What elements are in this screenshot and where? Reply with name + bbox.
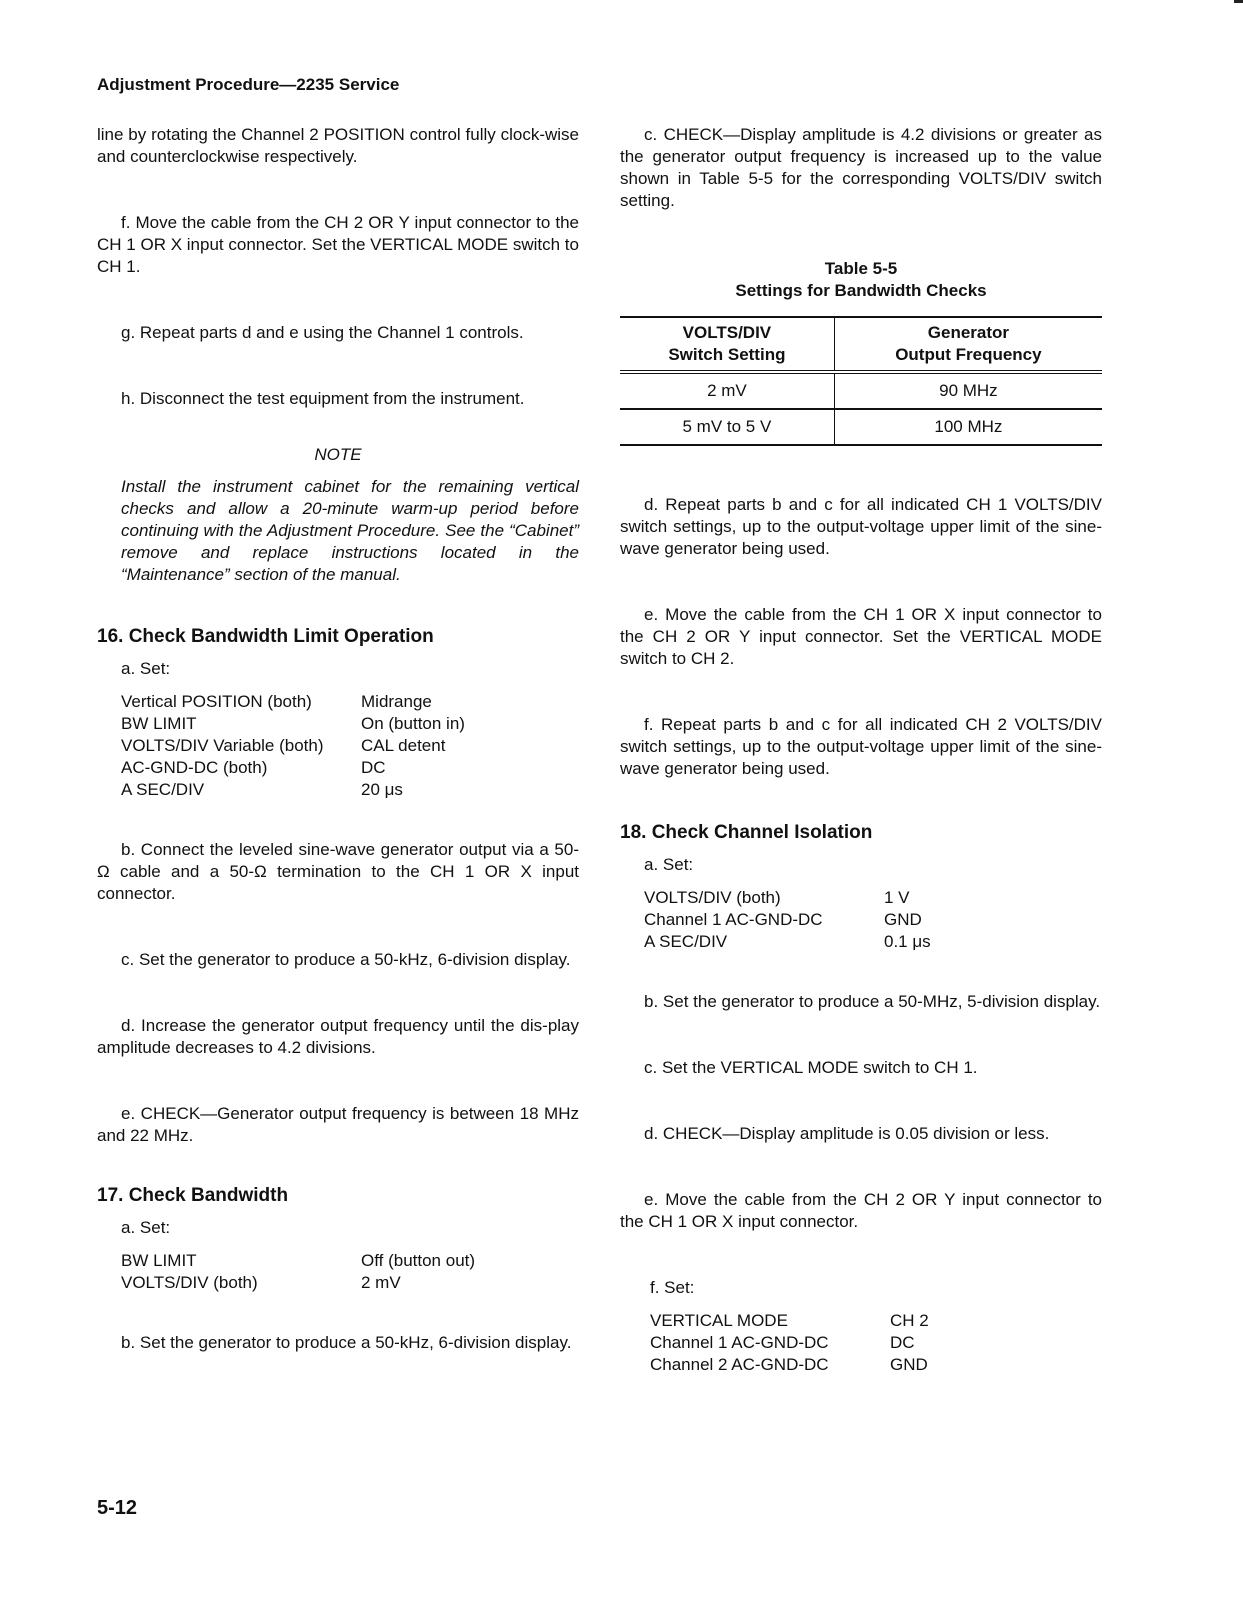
table-cell: 90 MHz	[834, 372, 1102, 409]
setting-value: GND	[884, 910, 922, 929]
setting-name: A SEC/DIV	[644, 932, 728, 951]
section-16-step-c: c. Set the generator to produce a 50-kHz, 6-division display.	[121, 950, 571, 969]
setting-name: A SEC/DIV	[121, 780, 205, 799]
section-16-step-d: d. Increase the generator output frequency until the dis-play amplitude decreases to 4.2 divisions.	[97, 1016, 579, 1057]
section-18-step-d: d. CHECK—Display amplitude is 0.05 division or less.	[644, 1124, 1050, 1143]
setting-value: 20 μs	[361, 780, 403, 799]
setting-value: DC	[361, 758, 386, 777]
step-f-move-cable: f. Move the cable from the CH 2 OR Y input connector to the CH 1 OR X input connector. Set the VERTICAL MODE switch to CH 1.	[97, 213, 579, 276]
table-row	[620, 372, 1102, 409]
page-number: 5-12	[97, 1497, 138, 1519]
table-header-row	[620, 317, 1102, 372]
header-line: Switch Setting	[668, 345, 786, 364]
step-g-repeat: g. Repeat parts d and e using the Channel 1 controls.	[121, 323, 524, 342]
note-title: NOTE	[314, 445, 362, 464]
step-h-disconnect: h. Disconnect the test equipment from the instrument.	[121, 389, 525, 408]
header-line: Generator	[927, 323, 1010, 342]
section-18-step-b: b. Set the generator to produce a 50-MHz, 5-division display.	[644, 992, 1101, 1011]
table-header-cell	[834, 317, 1102, 372]
setting-name: VOLTS/DIV (both)	[644, 888, 781, 907]
section-16-step-a: a. Set:	[121, 659, 171, 678]
section-18-heading: 18. Check Channel Isolation	[620, 822, 873, 843]
section-17-step-e: e. Move the cable from the CH 1 OR X input connector to the CH 2 OR Y input connector. Set the VERTICAL MODE switch to CH 2.	[620, 605, 1102, 668]
table-cell: 2 mV	[620, 372, 834, 409]
note-body: Install the instrument cabinet for the remaining vertical checks and allow a 20-minute warm-up period before continuing with the Adjustment Procedure. See the “Cabinet” remove and replace instructions located in the “Maintenance” section of the manual.	[121, 477, 579, 584]
section-18-step-c: c. Set the VERTICAL MODE switch to CH 1.	[644, 1058, 978, 1077]
setting-name: BW LIMIT	[121, 1251, 197, 1270]
setting-value: Off (button out)	[361, 1251, 476, 1270]
setting-value: CAL detent	[361, 736, 446, 755]
section-17-settings	[121, 1250, 579, 1294]
continued-paragraph: line by rotating the Channel 2 POSITION control fully clock-wise and counterclockwise respectively.	[97, 125, 579, 166]
table-number: Table 5-5	[824, 259, 898, 278]
section-18-f-settings	[650, 1310, 1102, 1376]
setting-name: Channel 1 AC-GND-DC	[650, 1333, 829, 1352]
setting-name: Vertical POSITION (both)	[121, 692, 312, 711]
scan-corner-mark	[1234, 0, 1243, 3]
setting-value: 2 mV	[361, 1273, 401, 1292]
section-18-step-a: a. Set:	[644, 855, 694, 874]
left-column	[97, 124, 579, 1354]
header-line: Output Frequency	[895, 345, 1042, 364]
setting-value: CH 2	[890, 1311, 929, 1330]
section-18-step-e: e. Move the cable from the CH 2 OR Y input connector to the CH 1 OR X input connector.	[620, 1190, 1102, 1231]
table-cell: 5 mV to 5 V	[620, 409, 834, 445]
setting-name: AC-GND-DC (both)	[121, 758, 268, 777]
section-17-step-d: d. Repeat parts b and c for all indicated CH 1 VOLTS/DIV switch settings, up to the output-voltage upper limit of the sine-wave generator being used.	[620, 495, 1102, 558]
section-16-step-b: b. Connect the leveled sine-wave generator output via a 50-Ω cable and a 50-Ω termination to the CH 1 OR X input connector.	[97, 840, 579, 903]
table-header-cell	[620, 317, 834, 372]
setting-value: Midrange	[361, 692, 432, 711]
right-column	[620, 124, 1102, 1376]
section-16-step-e: e. CHECK—Generator output frequency is between 18 MHz and 22 MHz.	[97, 1104, 579, 1145]
section-18-step-f: f. Set:	[650, 1278, 695, 1297]
setting-name: VOLTS/DIV Variable (both)	[121, 736, 324, 755]
setting-value: DC	[890, 1333, 915, 1352]
setting-value: 0.1 μs	[884, 932, 931, 951]
setting-name: VERTICAL MODE	[650, 1311, 788, 1330]
setting-name: VOLTS/DIV (both)	[121, 1273, 258, 1292]
setting-name: Channel 2 AC-GND-DC	[650, 1355, 829, 1374]
section-17-step-c: c. CHECK—Display amplitude is 4.2 divisions or greater as the generator output frequency is increased up to the value shown in Table 5-5 for the corresponding VOLTS/DIV switch setting.	[620, 125, 1102, 210]
setting-value: GND	[890, 1355, 928, 1374]
section-17-step-b: b. Set the generator to produce a 50-kHz, 6-division display.	[121, 1333, 572, 1352]
section-17-step-a: a. Set:	[121, 1218, 171, 1237]
setting-name: Channel 1 AC-GND-DC	[644, 910, 823, 929]
section-17-step-f: f. Repeat parts b and c for all indicated CH 2 VOLTS/DIV switch settings, up to the output-voltage upper limit of the sine-wave generator being used.	[620, 715, 1102, 778]
setting-value: 1 V	[884, 888, 910, 907]
header-line: VOLTS/DIV	[682, 323, 772, 342]
section-16-settings	[121, 691, 579, 801]
table-cell: 100 MHz	[834, 409, 1102, 445]
section-16-heading: 16. Check Bandwidth Limit Operation	[97, 626, 434, 647]
bandwidth-settings-table	[620, 316, 1102, 446]
running-header: Adjustment Procedure—2235 Service	[97, 75, 400, 94]
table-title: Settings for Bandwidth Checks	[735, 281, 987, 300]
section-18-settings	[644, 887, 1102, 953]
table-row	[620, 409, 1102, 445]
setting-value: On (button in)	[361, 714, 465, 733]
setting-name: BW LIMIT	[121, 714, 197, 733]
section-17-heading: 17. Check Bandwidth	[97, 1185, 289, 1206]
